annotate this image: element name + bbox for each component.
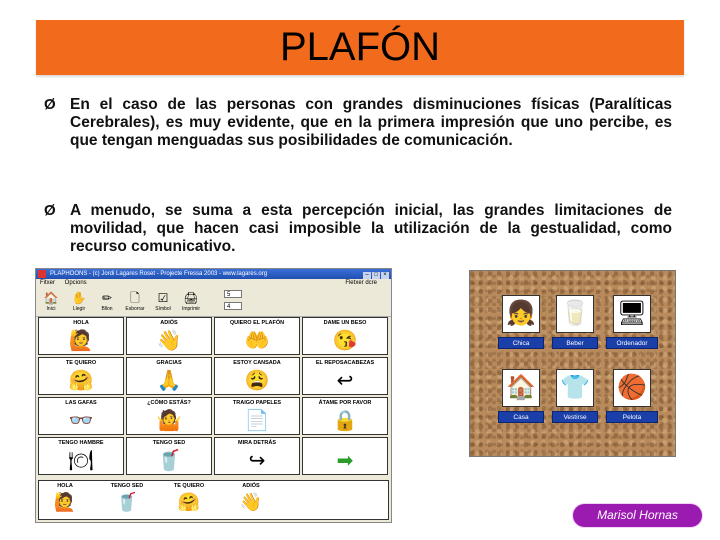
symbol-cell[interactable] (302, 397, 388, 435)
board-card-label: Ordenador (606, 337, 658, 349)
pictogram-icon: 😩 (244, 370, 270, 392)
board-card-label: Vestirse (552, 411, 598, 423)
slide-title: PLAFÓN (279, 25, 441, 69)
pictogram-icon: 🥤 (156, 450, 182, 472)
columns-field[interactable]: 4 (224, 302, 242, 310)
pictogram-icon: 🙋 (53, 492, 77, 512)
toolbar-simbol-button[interactable] (150, 289, 176, 315)
toolbar-bllon-button[interactable] (94, 289, 120, 315)
toolbar-esborrar-button[interactable] (122, 289, 148, 315)
board-card[interactable] (606, 295, 658, 353)
symbol-cell[interactable] (302, 357, 388, 395)
symbol-cell[interactable] (38, 437, 124, 475)
sentence-strip (38, 480, 389, 520)
symbol-cell[interactable] (38, 357, 124, 395)
toolbar-label: Llegir (72, 306, 86, 312)
close-icon[interactable]: × (381, 272, 389, 279)
cell-label: ¿CÓMO ESTÁS? (147, 400, 191, 406)
board-card-label: Casa (498, 411, 544, 423)
pictogram-icon: 🙏 (156, 370, 182, 392)
pictogram-icon: 🥤 (115, 492, 139, 512)
picture-board (469, 270, 676, 457)
symbol-cell[interactable] (302, 317, 388, 355)
strip-label: TE QUIERO (173, 483, 205, 489)
bullet-1 (44, 96, 672, 151)
read-icon: ✋ (71, 291, 87, 305)
pictogram-icon: 🤷 (156, 410, 182, 432)
pictogram-icon: 👋 (239, 492, 263, 512)
menu-right-text: Fletxer dcre (345, 280, 377, 286)
strip-item[interactable] (229, 483, 273, 514)
pictogram-icon: 🤗 (68, 370, 94, 392)
board-card-label: Beber (552, 337, 598, 349)
arrow-right-icon: ➡ (336, 450, 354, 472)
symbol-cell[interactable] (126, 317, 212, 355)
girl-icon: 👧 (502, 295, 540, 333)
bullet-arrow-icon: Ø (44, 96, 56, 113)
strip-label: HOLA (57, 483, 73, 489)
maximize-icon[interactable]: □ (372, 272, 380, 279)
cell-label: QUIERO EL PLAFÓN (229, 320, 285, 326)
cell-label: GRACIAS (156, 360, 182, 366)
minimize-icon[interactable]: – (363, 272, 371, 279)
toolbar-label: Bllon (101, 306, 113, 312)
app-icon (38, 270, 46, 278)
toolbar-llegir-button[interactable] (66, 289, 92, 315)
bullet-2-text: A menudo, se suma a esta percepción inicial, las grandes limitaciones de movilidad, que hacen casi imposible la utilización de la gestualidad, como recurso comunicativo. (70, 202, 672, 256)
symbol-cell[interactable] (214, 357, 300, 395)
pictogram-icon: 🤲 (244, 330, 270, 352)
symbol-cell[interactable] (214, 317, 300, 355)
menu-item-fitxer[interactable]: Fitxer (40, 280, 55, 286)
pictogram-icon: 🔒 (332, 410, 358, 432)
cell-label: EL REPOSACABEZAS (315, 360, 375, 366)
menu-bar (36, 279, 391, 288)
symbol-cell[interactable] (126, 437, 212, 475)
cell-label: ADIÓS (160, 320, 178, 326)
symbol-cell[interactable] (38, 317, 124, 355)
window-controls (362, 270, 389, 279)
pictogram-icon: 🍽 (68, 450, 94, 472)
toolbar-label: Inici (46, 306, 56, 312)
next-page-cell[interactable] (302, 437, 388, 475)
cell-label: TENGO HAMBRE (58, 440, 104, 446)
pictogram-icon: ↪ (248, 450, 266, 472)
board-card-label: Pelota (606, 411, 658, 423)
toolbar (36, 288, 391, 317)
cell-label: TENGO SED (152, 440, 186, 446)
board-card-label: Chica (498, 337, 544, 349)
symbol-cell[interactable] (126, 357, 212, 395)
rows-field[interactable]: 5 (224, 290, 242, 298)
menu-item-opcions[interactable]: Opcions (64, 280, 87, 286)
shirt-icon: 👕 (556, 369, 594, 407)
plaphoons-window (35, 268, 392, 523)
symbol-icon: ☑ (157, 291, 169, 305)
house-icon: 🏠 (502, 369, 540, 407)
board-card[interactable] (498, 295, 544, 353)
board-card[interactable] (498, 369, 544, 427)
strip-item[interactable] (167, 483, 211, 514)
cell-label: TE QUIERO (65, 360, 97, 366)
symbol-cell[interactable] (126, 397, 212, 435)
ball-icon: 🏀 (613, 369, 651, 407)
home-icon: 🏠 (43, 291, 59, 305)
computer-icon: 🖥 (613, 295, 651, 333)
strip-item[interactable] (43, 483, 87, 514)
cell-label: MIRA DETRÁS (238, 440, 276, 446)
pictogram-icon: 👓 (68, 410, 94, 432)
cell-label: ESTOY CANSADA (233, 360, 281, 366)
cell-label: ÁTAME POR FAVOR (318, 400, 372, 406)
pictogram-icon: 📄 (244, 410, 270, 432)
strip-label: TENGO SED (110, 483, 144, 489)
toolbar-label: Esborrar (125, 306, 145, 312)
bullet-2 (44, 202, 672, 257)
pictogram-icon: 😘 (332, 330, 358, 352)
pictogram-icon: 🤗 (177, 492, 201, 512)
title-banner (36, 20, 684, 75)
bullet-1-text: En el caso de las personas con grandes disminuciones físicas (Paralíticas Cerebrales), es muy evidente, que en la primera impresión que uno percibe, es que tengan menguadas sus posibilidades de comunicación. (70, 96, 672, 150)
pictogram-icon: 🙋 (68, 330, 94, 352)
pictogram-icon: ↩ (336, 370, 354, 392)
symbol-cell[interactable] (214, 437, 300, 475)
symbol-cell[interactable] (214, 397, 300, 435)
cell-label: DAME UN BESO (323, 320, 367, 326)
board-card[interactable] (606, 369, 658, 427)
toolbar-label: Símbol (155, 306, 171, 312)
eraser-icon: 🗋 (130, 291, 140, 305)
author-badge: Marisol Hornas (572, 503, 703, 528)
toolbar-imprimir-button[interactable] (178, 289, 204, 315)
board-card[interactable] (552, 295, 598, 353)
board-card[interactable] (552, 369, 598, 427)
cell-label: HOLA (73, 320, 89, 326)
symbol-cell[interactable] (38, 397, 124, 435)
toolbar-label: Imprimir (181, 306, 201, 312)
window-titlebar (36, 269, 391, 279)
strip-item[interactable] (105, 483, 149, 514)
bullet-arrow-icon: Ø (44, 202, 56, 219)
cell-label: TRAIGO PAPELES (232, 400, 282, 406)
strip-label: ADIÓS (242, 483, 260, 489)
toolbar-inici-button[interactable] (38, 289, 64, 315)
pencil-icon: ✏ (101, 291, 113, 305)
printer-icon: 🖨 (183, 291, 199, 305)
window-title: PLAPHOONS - (c) Jordi Lagares Roset - Projecte Fressa 2003 - www.lagares.org (50, 271, 268, 277)
cups-icon: 🥛 (556, 295, 594, 333)
pictogram-icon: 👋 (156, 330, 182, 352)
cell-label: LAS GAFAS (65, 400, 97, 406)
